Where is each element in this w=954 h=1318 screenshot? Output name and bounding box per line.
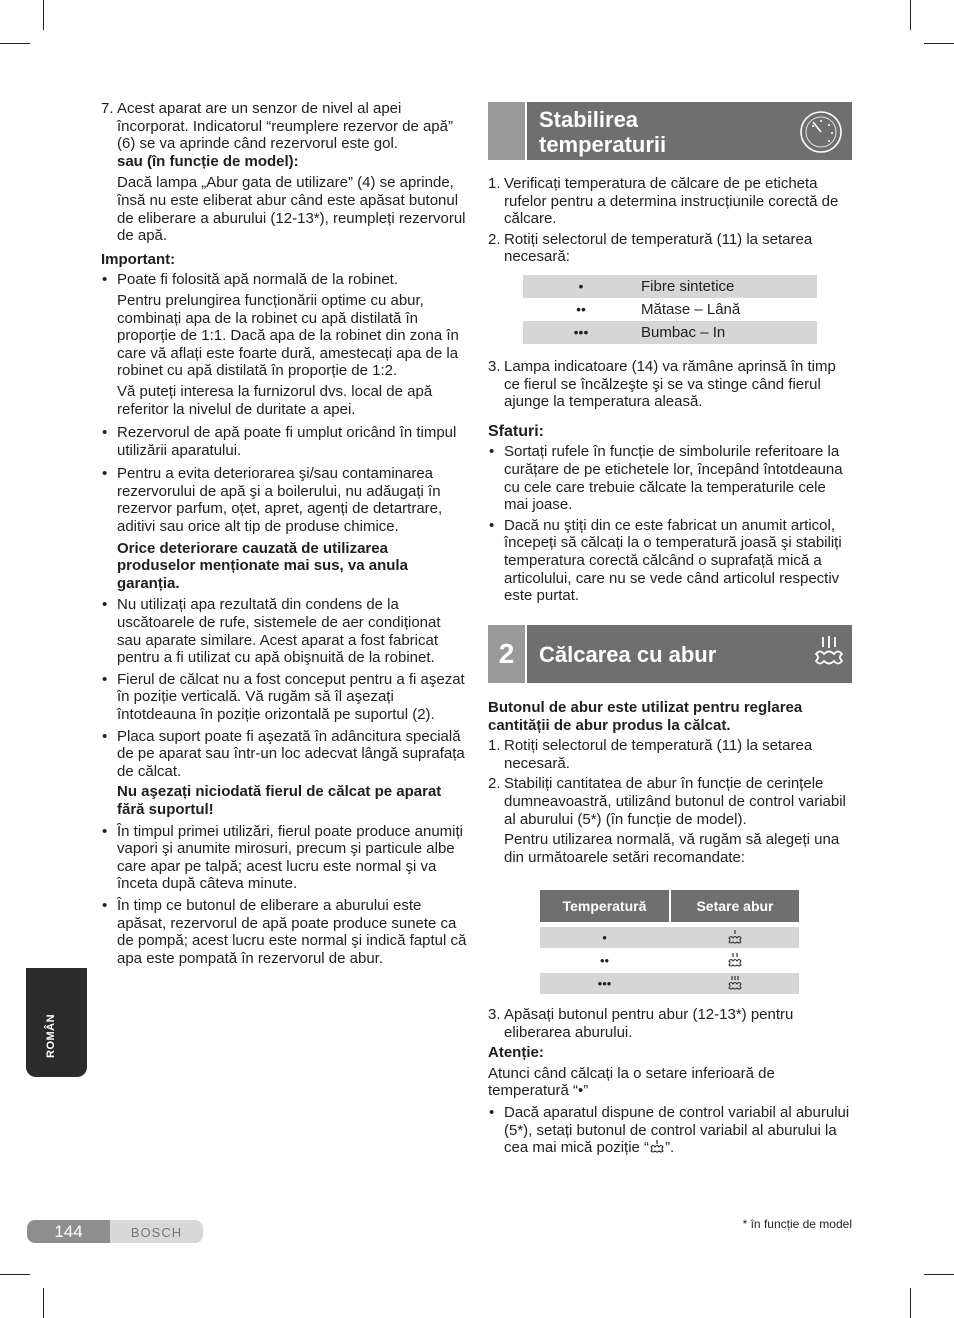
steam-icon (812, 634, 846, 674)
page-number: 144 (54, 1222, 83, 1241)
fabric-temperature-table (523, 275, 817, 344)
footnote: * în funcție de model (742, 1217, 852, 1231)
crop-mark (0, 1274, 30, 1275)
table-row: • (540, 927, 799, 948)
list-item: • Poate fi folosită apă normală de la robinet. (102, 271, 399, 289)
crop-mark (910, 0, 911, 30)
warning-text: Nu aşezați niciodată fierul de călcat pe aparat fără suportul! (117, 783, 442, 818)
list-item: • În timp ce butonul de eliberare a aburului este apăsat, rezervorul de apă poate produce sunete ca de pompă; acest lucru este normal şi indică faptul că apa este pompată în rezervorul de abur. (102, 896, 467, 967)
temperature-section (488, 175, 852, 269)
list-item: Pentru utilizarea normală, vă rugăm să alegeți una din următoarele setări recomandate: (504, 831, 840, 866)
item-text: Acest aparat are un senzor de nivel al apei încorporat. Indicatorul “reumplere rezervor de apă” (6) se va aprinde când rezervorul este gol. (117, 100, 453, 153)
intro-text: Butonul de abur este utilizat pentru reglarea cantității de abur produs la călcat. (488, 699, 803, 734)
temperature-dial-icon (799, 110, 843, 154)
list-item: • Pentru a evita deteriorarea şi/sau contaminarea rezervorului de apă şi a boilerului, nu adăugați în rezervor parfum, oțet, apret, agenți de detartrare, aditivi sau orice alt tip de produse chimice. (102, 465, 443, 536)
crop-mark (43, 1288, 44, 1318)
list-item: • Sortați rufele în funcție de simbolurile referitoare la curățare de pe etichetele lor, începând întotdeauna cu cele care trebuie călcate la temperaturile cele mai joase. (489, 443, 843, 514)
list-item: • În timpul primei utilizări, fierul poate produce anumiți vapori şi anumite mirosuri, precum şi particule albe care apar pe talpă; acest lucru este normal şi va înceta după câteva minute. (102, 822, 463, 893)
warning-text: Orice deteriorare cauzată de utilizarea produselor menționate mai sus, va anula garanția. (117, 539, 408, 592)
crop-mark (910, 1288, 911, 1318)
steam-section (488, 699, 852, 869)
item-number: 7. (101, 100, 114, 117)
steam-settings-table (540, 890, 799, 994)
list-item: Vă puteți interesa la furnizorul dvs. local de apă referitor la nivelul de duritate a apei. (117, 382, 433, 418)
crop-mark (924, 1274, 954, 1275)
steam-level-3-icon (727, 975, 743, 993)
table-row: ••• (540, 973, 799, 994)
attention-text: Atunci când călcați la o setare inferioară de temperatură “•” (488, 1064, 775, 1100)
table-header: Temperatură Setare abur (540, 890, 799, 922)
list-item: • Placa suport poate fi aşezată în adâncitura specială de pe aparat sau într-un loc adecvat lângă suprafața de călcat. (102, 727, 465, 780)
attention-label: Atenție: (488, 1044, 544, 1062)
steam-level-1-icon (727, 929, 743, 945)
list-item: • Rezervorul de apă poate fi umplut oricând în timpul utilizării aparatului. (102, 424, 457, 459)
list-item: 1. Rotiți selectorul de temperatură (11) la setarea necesară. (488, 737, 813, 772)
section-header-temperature (488, 102, 852, 160)
steam-min-icon (649, 1140, 665, 1154)
list-item: 3. Lampa indicatoare (14) va rămâne aprinsă în timp ce fierul se încălzeşte şi se va stinge când fierul ajunge la temperatura aleasă. (488, 358, 836, 411)
table-row: • Fibre sintetice (523, 275, 817, 298)
crop-mark (924, 43, 954, 44)
item-text: Dacă lampa „Abur gata de utilizare” (4) se aprinde, însă nu este eliberat abur când este apăsat butonul de eliberare a aburului (12-13*), reumpleți rezervorul de apă. (117, 174, 466, 245)
page-number-box (27, 1220, 110, 1243)
crop-mark (0, 43, 30, 44)
crop-mark (43, 0, 44, 30)
list-item (101, 100, 467, 245)
brand-label: BOSCH (130, 1225, 183, 1240)
list-item: 2. Rotiți selectorul de temperatură (11) la setarea necesară: (488, 230, 813, 266)
list-item: • Nu utilizați apa rezultată din condens de la uscătoarele de rufe, sistemele de aer condiționat sau aparate similare. Acest aparat a fost fabricat pentru a fi utilizat cu apă obişnuită de la robinet. (102, 596, 441, 667)
temperature-section-cont (488, 358, 852, 608)
list-item: • Dacă nu ştiți din ce este fabricat un anumit articol, începeți să călcați la o temperatură joasă şi stabiliți temperatura corectă călcând o suprafață mică a articolului, care nu se vede când articolul respectiv este purtat. (489, 516, 842, 605)
steam-section-cont (488, 1006, 852, 1160)
list-item: Pentru prelungirea funcționării optime cu abur, combinați apa de la robinet cu apă distilată în proporție de 1:1. Dacă apa de la robinet din zona în care vă aflați este foarte dură, amestecați apa de la robinet cu apă distilată în proporție de 1:2. (117, 291, 459, 380)
table-row: •• Mătase – Lână (576, 301, 741, 318)
table-row: •• (540, 950, 799, 971)
tips-label: Sfaturi: (488, 422, 544, 440)
list-item: 3. Apăsați butonul pentru abur (12-13*) pentru eliberarea aburului. (488, 1006, 794, 1041)
section-title: Călcarea cu abur (539, 642, 717, 667)
section-header-steam (488, 625, 852, 683)
left-column (101, 100, 467, 970)
item-bold: sau (în funcție de model): (117, 152, 299, 170)
list-item: • Fierul de călcat nu a fost conceput pentru a fi aşezat în poziție verticală. Vă rugăm să îl aşezați întotdeauna în poziție orizontală pe suportul (2). (102, 670, 465, 723)
section-title: Stabilirea temperaturii (539, 107, 667, 157)
language-tab (26, 968, 87, 1077)
list-item: 1. Verificați temperatura de călcare de pe eticheta rufelor pentru a determina instrucțiunile corectă de călcare. (488, 175, 839, 228)
section-number: 2 (498, 638, 515, 669)
brand-box (110, 1220, 203, 1243)
important-label: Important: (101, 250, 176, 268)
steam-level-2-icon (727, 952, 743, 969)
language-label: ROMÂN (45, 1013, 57, 1058)
table-row: ••• Bumbac – In (523, 321, 817, 344)
list-item: • Dacă aparatul dispune de control variabil al aburului (5*), setați butonul de control variabil al aburului la cea mai mică poziție “ ”. (489, 1103, 850, 1157)
list-item: 2. Stabiliți cantitatea de abur în funcție de cerințele dumneavoastră, utilizând butonul de control variabil al aburului (5*) (în funcție de model). (488, 775, 846, 828)
